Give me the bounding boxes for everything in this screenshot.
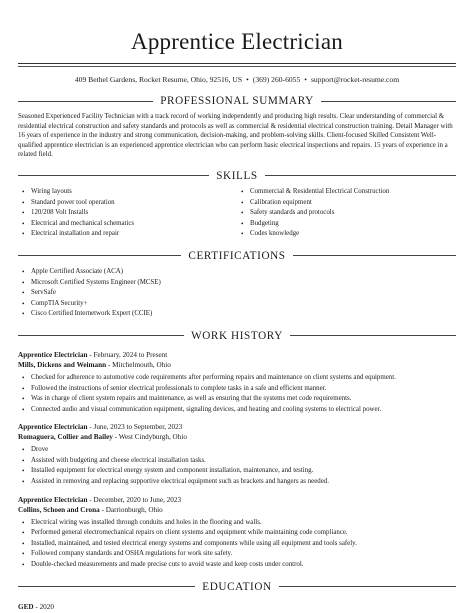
- section-divider: [279, 586, 456, 587]
- section-title: PROFESSIONAL SUMMARY: [160, 95, 314, 107]
- skills-column-left: [18, 187, 237, 240]
- job-company: Mills, Dickens and Weimann: [18, 360, 107, 369]
- section-divider: [265, 175, 456, 176]
- skill-item: • Codes knowledge: [250, 229, 456, 240]
- section-divider: [18, 101, 153, 102]
- summary-text: Seasoned Experienced Facility Technician with a track record of working independently and producing high results. Clear understanding of commercial & residential electrical construction and safety standards and protocols as well as commercial & residential electrical construction training. Detail Manager with 16 years of experience in the industry and strong communication, decision-making, and problem-solving skills. Client-focused Skilled Consistent Well-qualified apprentice electrician is an experienced apprentice electrician who can perform basic electrical inspections and repairs. 15 years of experience in a related field.: [18, 113, 453, 159]
- section-header-certifications: [18, 249, 456, 263]
- section-divider: [290, 335, 456, 336]
- skill-item: • Commercial & Residential Electrical Construction: [250, 187, 456, 198]
- certifications-list: [18, 267, 456, 320]
- job-bullet: • Installed, maintained, and tested electrical energy systems and components while using all equipment and tools safely.: [31, 539, 456, 550]
- certification-item: • ServSafe: [31, 288, 456, 299]
- job-bullet: • Drove: [31, 445, 456, 456]
- job-location: - Darrionburgh, Ohio: [99, 505, 163, 514]
- header-rule-thin: [18, 66, 456, 67]
- section-header-work: [18, 329, 456, 343]
- job-bullet: • Followed the instructions of senior electrical professionals to complete tasks in a safe and efficient manner.: [31, 384, 456, 395]
- contact-phone: (369) 260-6055: [252, 75, 301, 84]
- job-bullet: • Installed equipment for electrical energy system and component installation, maintenance, and testing.: [31, 466, 456, 477]
- job-company-line: [18, 505, 456, 515]
- section-title: WORK HISTORY: [191, 329, 283, 342]
- job-bullet: • Was in charge of client system repairs and maintenance, as well as ensuring that the systems met code requirements.: [31, 394, 456, 405]
- section-divider: [293, 255, 456, 256]
- job-entry: [18, 350, 456, 415]
- job-bullets: [18, 518, 456, 571]
- job-dates: - February, 2024 to Present: [87, 350, 168, 359]
- contact-separator: •: [304, 75, 307, 84]
- job-title: Apprentice Electrician: [18, 423, 88, 432]
- job-title: Apprentice Electrician: [18, 350, 88, 359]
- job-bullet: • Performed general electromechanical repairs on client systems and equipment while maintaining code compliance.: [31, 528, 456, 539]
- section-title: SKILLS: [216, 169, 258, 182]
- skill-item: • Wiring layouts: [31, 187, 237, 198]
- education-year: - 2020: [33, 602, 54, 611]
- skill-item: • Calibration equipment: [250, 198, 456, 209]
- job-bullet: • Assisted with budgeting and cheese electrical installation tasks.: [31, 456, 456, 467]
- skills-list: [18, 187, 456, 240]
- job-title-line: [18, 350, 456, 360]
- contact-address: 409 Bethel Gardens, Rocket Resume, Ohio, 92516, US: [74, 75, 243, 84]
- job-company-line: [18, 360, 456, 370]
- job-dates: - December, 2020 to June, 2023: [87, 495, 182, 504]
- job-company: Collins, Schoen and Crona: [18, 505, 100, 514]
- section-divider: [321, 101, 456, 102]
- job-bullet: • Checked for adherence to automotive code requirements after performing repairs and maintenance on client systems and equipment.: [31, 373, 456, 384]
- skill-item: • Electrical installation and repair: [31, 229, 237, 240]
- contact-email: support@rocket-resume.com: [310, 75, 400, 84]
- job-title-line: [18, 422, 456, 432]
- skill-item: • Budgeting: [250, 219, 456, 230]
- resume-page: [18, 0, 456, 612]
- section-divider: [18, 175, 209, 176]
- section-header-summary: [18, 94, 456, 108]
- education-entry: [18, 602, 456, 612]
- skill-item: • 120/208 Volt Installs: [31, 208, 237, 219]
- job-entry: [18, 422, 456, 487]
- skills-column-right: [237, 187, 456, 240]
- header-rule: [18, 63, 456, 64]
- skill-item: • Electrical and mechanical schematics: [31, 219, 237, 230]
- skill-item: • Standard power tool operation: [31, 198, 237, 209]
- job-location: - Mitchelmouth, Ohio: [106, 360, 171, 369]
- job-entry: [18, 495, 456, 571]
- job-bullet: • Double-checked measurements and made precise cuts to avoid waste and keep costs under control.: [31, 560, 456, 571]
- job-title: Apprentice Electrician: [18, 495, 88, 504]
- skill-item: • Safety standards and protocols: [250, 208, 456, 219]
- section-divider: [18, 335, 184, 336]
- certification-item: • Cisco Certified Internetwork Expert (CCIE): [31, 309, 456, 320]
- job-company-line: [18, 432, 456, 442]
- section-header-skills: [18, 169, 456, 183]
- section-divider: [18, 586, 195, 587]
- job-bullet: • Connected audio and visual communication equipment, signaling devices, and heating and cooling systems to electrical power.: [31, 405, 456, 416]
- certification-item: • Microsoft Certified Systems Engineer (MCSE): [31, 278, 456, 289]
- section-title: CERTIFICATIONS: [188, 249, 286, 262]
- contact-separator: •: [246, 75, 249, 84]
- section-divider: [18, 255, 181, 256]
- job-bullet: • Assisted in removing and replacing supportive electrical equipment such as brackets and hangers as needed.: [31, 477, 456, 488]
- job-bullets: [18, 373, 456, 415]
- job-bullets: [18, 445, 456, 487]
- section-title: EDUCATION: [202, 580, 272, 593]
- certification-item: • Apple Certified Associate (ACA): [31, 267, 456, 278]
- section-header-education: [18, 580, 456, 594]
- job-title-line: [18, 495, 456, 505]
- job-bullet: • Electrical wiring was installed through conduits and holes in the flooring and walls.: [31, 518, 456, 529]
- education-degree: GED: [18, 602, 34, 611]
- job-company: Romaguera, Collier and Bailey: [18, 433, 113, 442]
- job-dates: - June, 2023 to September, 2023: [87, 423, 183, 432]
- contact-line: [18, 75, 456, 85]
- candidate-name: Apprentice Electrician: [131, 29, 343, 54]
- job-bullet: • Followed company standards and OSHA regulations for work site safety.: [31, 549, 456, 560]
- job-location: - West Cindyburgh, Ohio: [112, 433, 187, 442]
- certification-item: • CompTIA Security+: [31, 299, 456, 310]
